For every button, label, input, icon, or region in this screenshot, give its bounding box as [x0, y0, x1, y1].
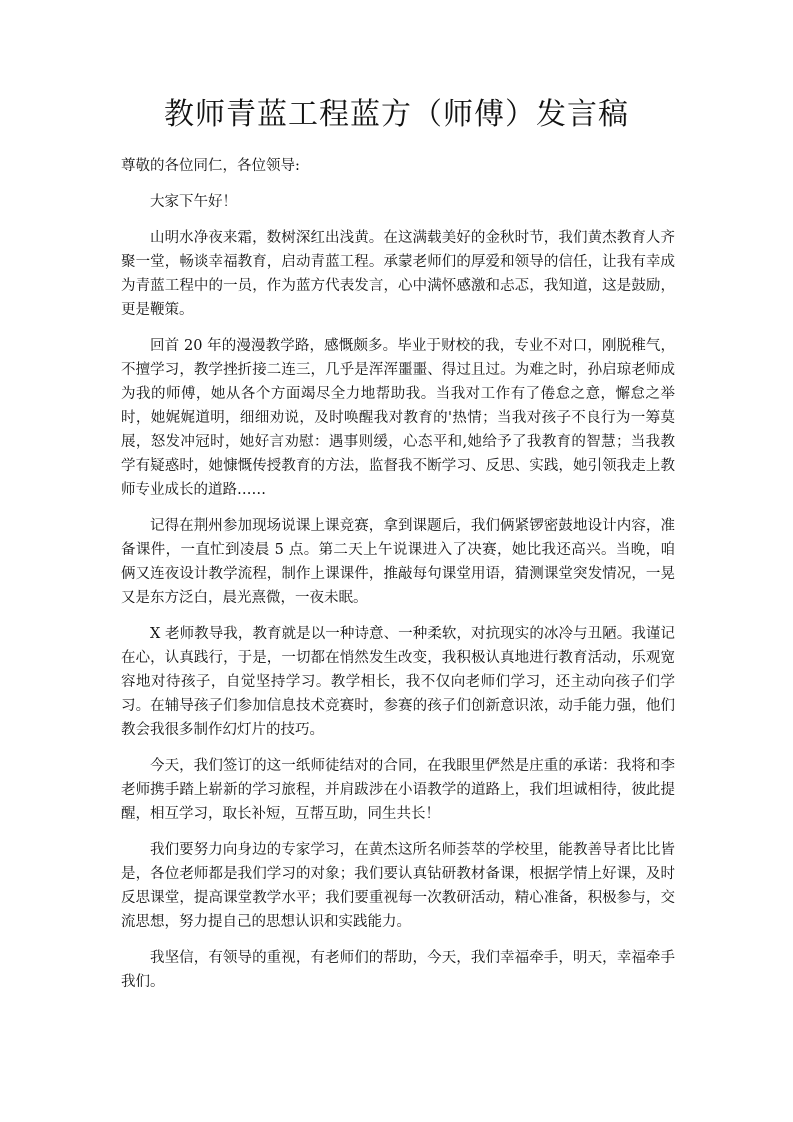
paragraph-promise: 今天，我们签订的这一纸师徒结对的合同，在我眼里俨然是庄重的承诺：我将和李老师携手踏上崭新的学习旅程，并肩跋涉在小语教学的道路上，我们坦诚相待，彼此提醒，相互学习，取长补短，互帮互助，同生共长！ [121, 758, 675, 822]
paragraph-opening: 山明水净夜来霜，数树深红出浅黄。在这满载美好的金秋时节，我们黄杰教育人齐聚一堂，畅谈幸福教育，启动青蓝工程。承蒙老师们的厚爱和领导的信任，让我有幸成为青蓝工程中的一员，作为蓝方代表发言，心中满怀感激和忐忑，我知道，这是鼓励，更是鞭策。 [121, 230, 675, 318]
document-title: 教师青蓝工程蓝方（师傅）发言稿 [164, 97, 629, 132]
paragraph-retrospect: 回首 20 年的漫漫教学路，感慨颇多。毕业于财校的我，专业不对口，刚脱稚气，不擅学习，教学挫折接二连三，几乎是浑浑噩噩、得过且过。为难之时，孙启琼老师成为我的师傅，她从各个方面竭尽全力地帮助我。当我对工作有了倦怠之意，懈怠之举时，她娓娓道明，细细劝说，及时唤醒我对教育的'热情；当我对孩子不良行为一筹莫展，怒发冲冠时，她好言劝慰：遇事则缓，心态平和,她给予了我教育的智慧；当我教学有疑惑时，她慷慨传授教育的方法，监督我不断学习、反思、实践，她引领我走上教师专业成长的道路…… [121, 338, 675, 498]
paragraph-greeting: 大家下午好！ [150, 194, 237, 210]
salutation: 尊敬的各位同仁，各位领导: [121, 158, 300, 174]
document-body [121, 154, 675, 1006]
paragraph-plans: 我们要努力向身边的专家学习，在黄杰这所名师荟萃的学校里，能教善导者比比皆是，各位老师都是我们学习的对象；我们要认真钻研教材备课，根据学情上好课，及时反思课堂，提高课堂教学水平；我们要重视每一次教研活动，精心准备，积极参与，交流思想，努力提自己的思想认识和实践能力。 [121, 842, 675, 930]
paragraph-closing: 我坚信，有领导的重视，有老师们的帮助，今天，我们幸福牵手，明天，幸福牵手我们。 [121, 950, 675, 990]
paragraph-competition: 记得在荆州参加现场说课上课竞赛，拿到课题后，我们俩紧锣密鼓地设计内容，准备课件，一直忙到凌晨 5 点。第二天上午说课进入了决赛，她比我还高兴。当晚，咱俩又连夜设计教学流程，制作上课课件，推敲每句课堂用语，猜测课堂突发情况，一晃又是东方泛白，晨光熹微，一夜未眠。 [121, 518, 675, 606]
paragraph-teaching: X 老师教导我，教育就是以一种诗意、一种柔软，对抗现实的冰冷与丑陋。我谨记在心，认真践行，于是，一切都在悄然发生改变，我积极认真地进行教育活动，乐观宽容地对待孩子，自觉坚持学习。教学相长，我不仅向老师们学习，还主动向孩子们学习。在辅导孩子们参加信息技术竞赛时，参赛的孩子们创新意识浓，动手能力强，他们教会我很多制作幻灯片的技巧。 [121, 626, 675, 738]
